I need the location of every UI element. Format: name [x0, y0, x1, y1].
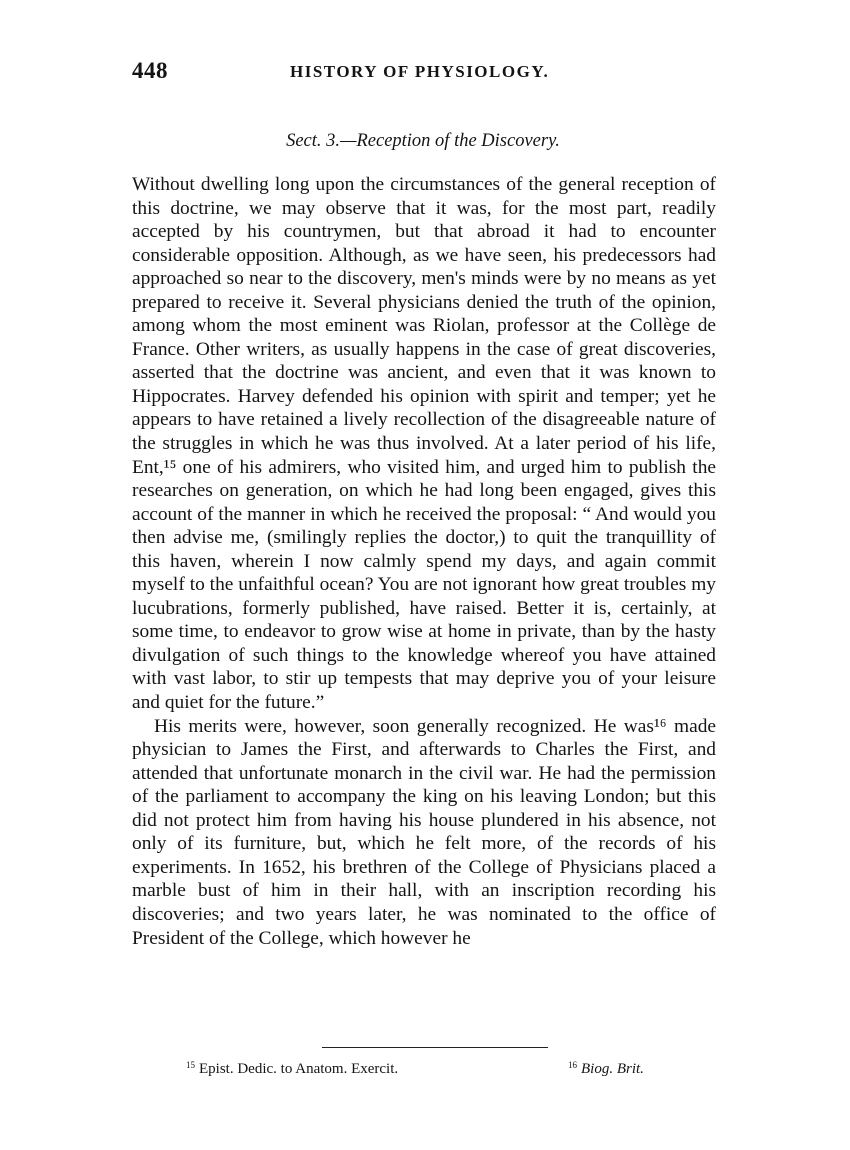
body-text	[132, 173, 716, 950]
paragraph: His merits were, however, soon generally recognized. He was¹⁶ made physician to James the First, and afterwards to Charles the First, and attended that unfortunate monarch in the civil war. He had the permission of the parliament to accompany the king on his leaving London; but this did not protect him from having his house plundered in his absence, not only of its furniture, but, which he felt more, of the records of his experiments. In 1652, his brethren of the College of Physicians placed a marble bust of him in their hall, with an inscription recording his discoveries; and two years later, he was nominated to the office of President of the College, which however he	[132, 715, 716, 949]
footnotes	[132, 1061, 716, 1083]
footnote-number: 16	[568, 1060, 577, 1070]
page-header	[132, 58, 714, 88]
page-number: 448	[132, 58, 168, 83]
footnote	[186, 1061, 398, 1078]
footnote-text: Biog. Brit.	[581, 1061, 644, 1077]
footnote	[568, 1061, 644, 1078]
footnote-text: Epist. Dedic. to Anatom. Exercit.	[199, 1061, 399, 1077]
running-head: HISTORY OF PHYSIOLOGY.	[290, 62, 550, 81]
footnote-number: 15	[186, 1060, 195, 1070]
footnote-divider	[322, 1047, 548, 1048]
paragraph: Without dwelling long upon the circumstances of the general reception of this doctrine, we may observe that it was, for the most part, readily accepted by his countrymen, but that abroad it had to encounter considerable opposition. Although, as we have seen, his predecessors had approached so near to the discovery, men's minds were by no means as yet prepared to receive it. Several physicians denied the truth of the opinion, among whom the most eminent was Riolan, professor at the Collège de France. Other writers, as usually happens in the case of great discoveries, asserted that the doctrine was ancient, and even that it was known to Hippocrates. Harvey defended his opinion with spirit and temper; yet he appears to have retained a lively recollection of the disagreeable nature of the struggles in which he was thus involved. At a later period of his life, Ent,¹⁵ one of his admirers, who visited him, and urged him to publish the researches on generation, on which he had long been engaged, gives this account of the manner in which he received the proposal: “ And would you then advise me, (smilingly replies the doctor,) to quit the tranquillity of this haven, wherein I now calmly spend my days, and again commit myself to the unfaithful ocean? You are not ignorant how great troubles my lucubrations, formerly published, have raised. Better it is, certainly, at some time, to endeavor to grow wise at home in private, than by the hasty divulgation of such things to the knowledge whereof you have attained with vast labor, to stir up tempests that may deprive you of your leisure and quiet for the future.”	[132, 174, 716, 714]
section-title: Sect. 3.—Reception of the Discovery.	[286, 131, 560, 151]
